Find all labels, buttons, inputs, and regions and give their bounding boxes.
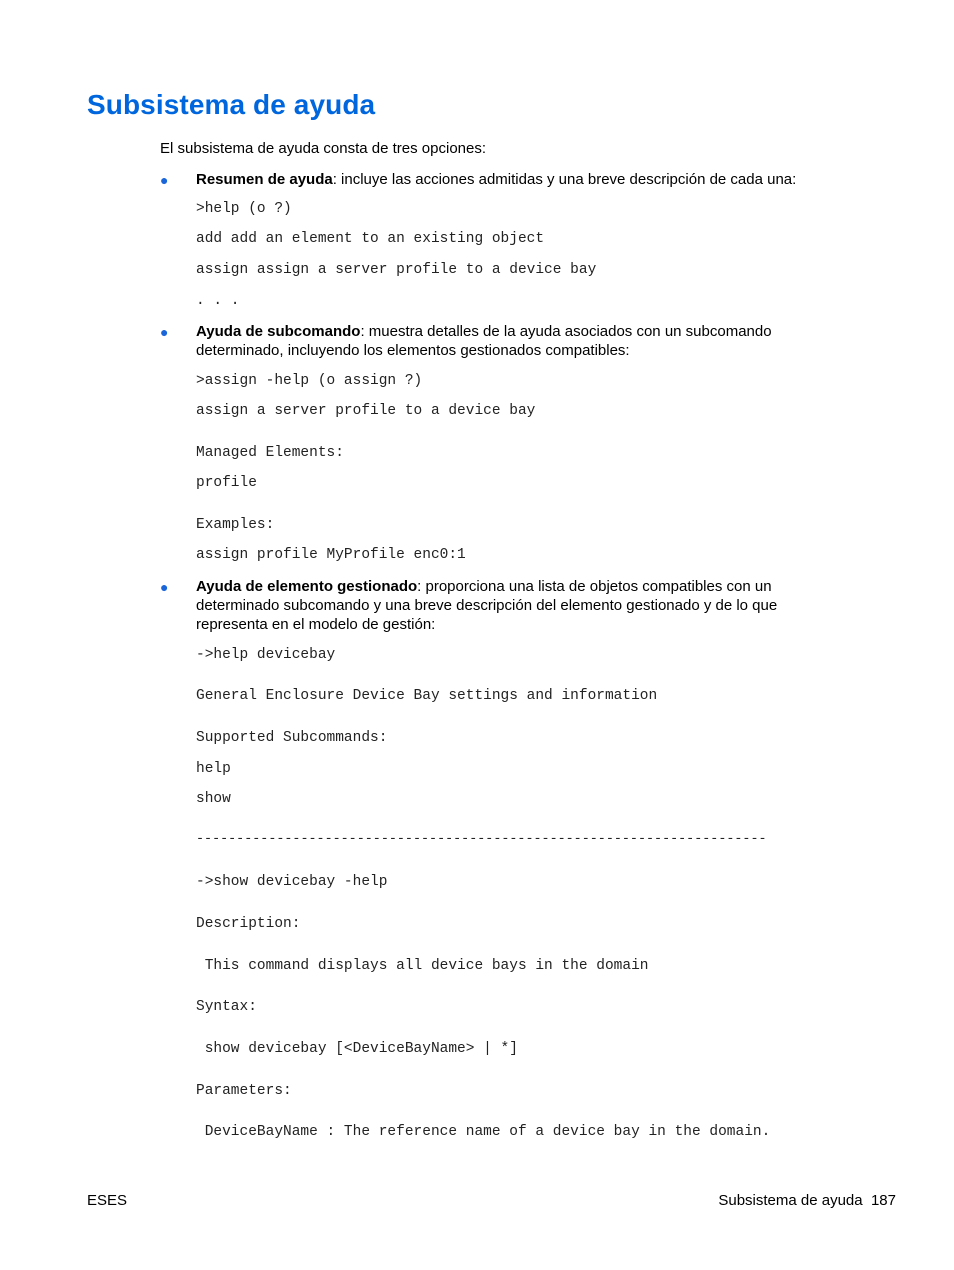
code-line: show: [196, 791, 231, 807]
code-line: show devicebay [<DeviceBayName> | *]: [196, 1041, 518, 1057]
bullet-subcommand-term: Ayuda de subcomando: [196, 323, 361, 340]
code-line: Description:: [196, 916, 301, 932]
bullet-summary-desc: : incluye las acciones admitidas y una breve descripción de cada una:: [332, 171, 797, 188]
bullet-dot-icon: ●: [160, 579, 169, 595]
code-line: add add an element to an existing object: [196, 231, 545, 247]
footer-section-title: Subsistema de ayuda: [718, 1192, 863, 1209]
code-line: ->show devicebay -help: [196, 874, 388, 890]
bullet-managed-element-term: Ayuda de elemento gestionado: [196, 578, 418, 595]
bullet-managed-element-desc: : proporciona una lista de objetos compatibles con un determinado subcomando y una breve descripción del elemento gestionado y de lo que representa en el modelo de gestión:: [196, 578, 778, 633]
bullet-summary-text: [196, 170, 846, 189]
code-line: Syntax:: [196, 999, 257, 1015]
code-line: assign profile MyProfile enc0:1: [196, 547, 466, 563]
code-line: Supported Subcommands:: [196, 730, 388, 746]
code-line: This command displays all device bays in the domain: [196, 958, 649, 974]
code-line: >assign -help (o assign ?): [196, 373, 423, 389]
code-line: Parameters:: [196, 1083, 292, 1099]
page-title: Subsistema de ayuda: [87, 89, 376, 120]
code-line: DeviceBayName : The reference name of a device bay in the domain.: [196, 1124, 771, 1140]
code-line: General Enclosure Device Bay settings and information: [196, 688, 658, 704]
footer-page-info: [718, 1192, 896, 1209]
bullet-managed-element-text: [196, 577, 846, 634]
footer-page-number: 187: [870, 1192, 896, 1209]
code-line: assign assign a server profile to a device bay: [196, 262, 597, 278]
bullet-subcommand-desc: : muestra detalles de la ayuda asociados con un subcomando determinado, incluyendo los elementos gestionados compatibles:: [196, 323, 772, 359]
bullet-dot-icon: ●: [160, 324, 169, 340]
code-line: assign a server profile to a device bay: [196, 403, 536, 419]
code-line: help: [196, 761, 231, 777]
bullet-subcommand-text: [196, 322, 846, 360]
code-separator: -----------------------------------------------------------------------: [196, 832, 767, 847]
bullet-dot-icon: ●: [160, 172, 169, 188]
code-line: Managed Elements:: [196, 445, 344, 461]
code-line: >help (o ?): [196, 201, 292, 217]
footer-locale: ESES: [87, 1192, 128, 1209]
code-line: profile: [196, 475, 257, 491]
bullet-summary-term: Resumen de ayuda: [196, 171, 333, 188]
code-line: . . .: [196, 293, 240, 309]
code-line: ->help devicebay: [196, 647, 336, 663]
intro-paragraph: El subsistema de ayuda consta de tres opciones:: [160, 140, 487, 157]
code-line: Examples:: [196, 517, 275, 533]
